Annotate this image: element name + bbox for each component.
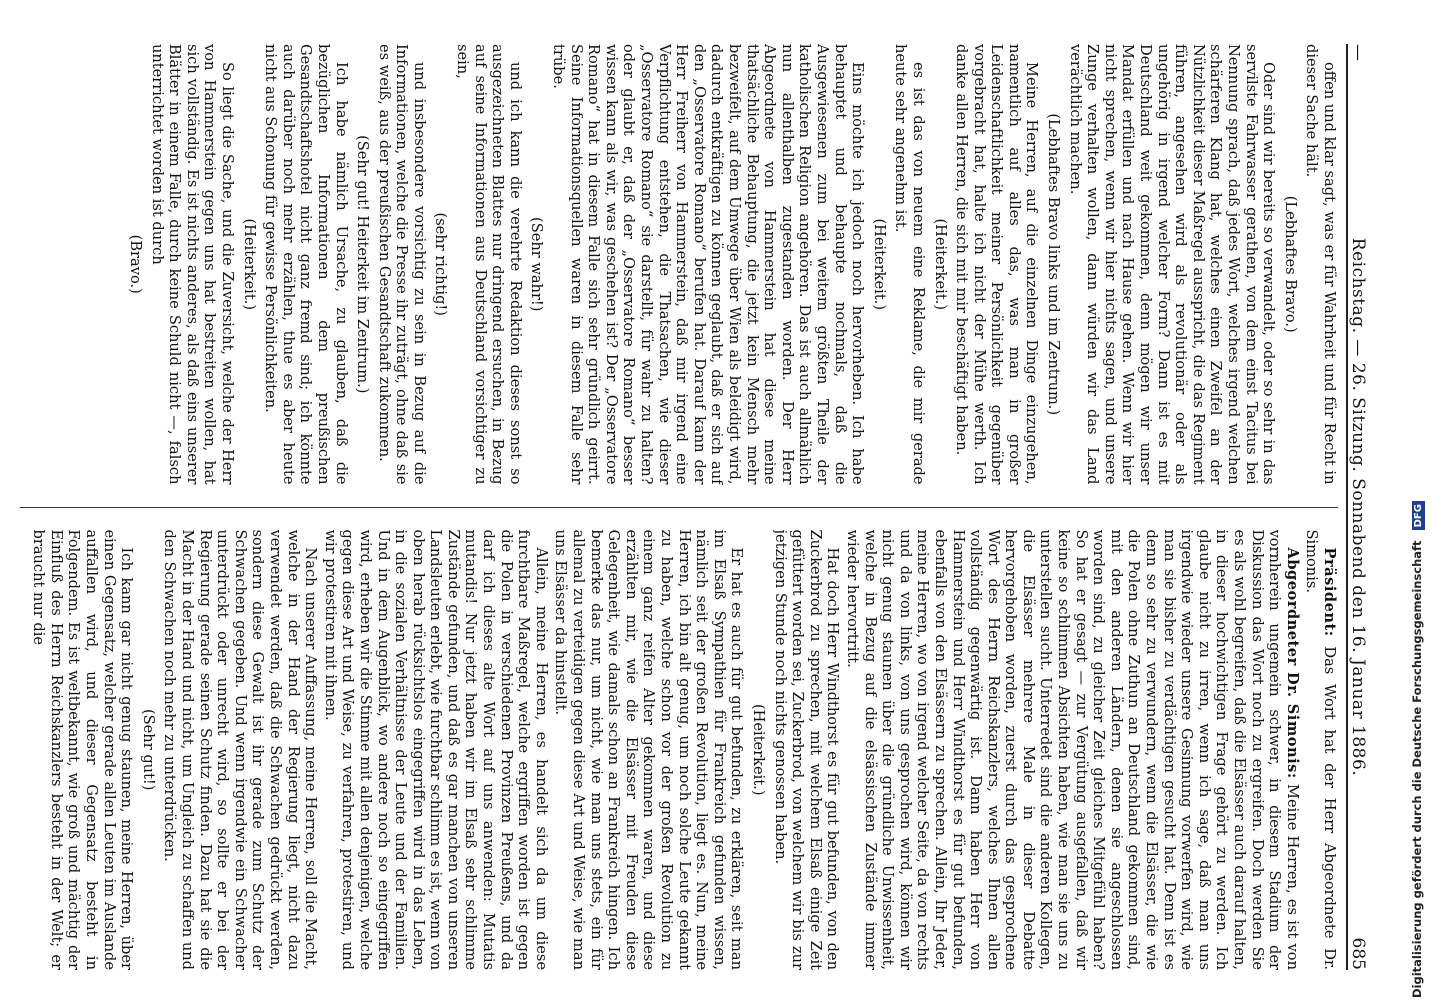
interjection: (Bravo.) — [127, 234, 144, 294]
paragraph: und insbesondere vorsichtig zu sein in Bezug auf die Informationen, welche die Presse ihr zuträgt, ohne daß sie es weiß, aus der preußischen Gesandtschaft zukommen. — [375, 44, 428, 485]
interjection: (Sehr gut! Heiterkeit im Zentrum.) — [354, 135, 372, 394]
speaker-name: Präsident: — [1321, 547, 1338, 637]
interjection: (Sehr wahr!) — [528, 217, 546, 312]
page-number: 685 — [1348, 937, 1368, 970]
paragraph: Meine Herren, auf die einzelnen Dinge einzugehen, namentlich auf alles das, was man in großer Leidenschaftlichkeit meiner Persönlichkeit gegenüber vorgebracht hat, halte ich nicht der Mühe werth. Ich danke allen Herren, die sich mit mir beschäftigt haben. — [953, 44, 1041, 485]
paragraph: So liegt die Sache, und die Zuversicht, welche der Herr von Hammerstein gegen uns hat bestreiten wollen, hat sich vollständig. Es ist nichts anderes, als daß eins unserer Blätter in einem Falle, durch keine Schuld nicht —, falsch unterrichtet worden ist durch — [148, 44, 236, 485]
paragraph: und ich kann die verehrte Redaktion dieses sonst so ausgezeichneten Blattes nur dringend ersuchen, in Bezug auf seine Informationen aus Deutschland vorsichtiger zu sein, — [454, 44, 524, 485]
page-header — [1346, 44, 1376, 970]
interjection: (Lebhaftes Bravo.) — [1281, 195, 1299, 333]
speech-paragraph — [843, 530, 1300, 971]
header-rule-mark: — — [1348, 44, 1368, 61]
paragraph: Hat doch Herr Windthorst es für gut befunden, von den Zuckerbrod zu sprechen, mit welchem Elsaß einige Zeit gefüttert worden sei, Zuckerbrod, von welchem wir bis zur jetzigen Stunde noch nichts genossen haben. — [771, 529, 842, 970]
paragraph: Oder sind wir bereits so verwandelt, oder so sehr in das servilste Fahrwasser gerathen, von dem einst Tacitus bei Nennung sprach, daß jedes Wort, welches irgend welchen schärferen Klang hat, welches einen Zweifel an der Nützlichkeit dieser Maßregel ausspricht, die das Regiment führen, angesehen wird als revolutionär oder als ungehörig in irgend welcher Form? Dann ist es mit Deutschland weit gekommen, denn mögen wir unser Mandat erfüllen und nach Hause gehen. Wenn wir hier nicht sprechen, wenn wir hier nichts sagen, und unsere Zunge verhalten wollen, dann würden wir das Land verächtlich machen. — [1066, 44, 1278, 485]
interjection: (Lebhaftes Bravo links und im Zentrum.) — [1045, 113, 1063, 416]
dfg-logo: DFG — [1412, 501, 1425, 530]
interjection: (sehr richtig!) — [432, 212, 450, 316]
paragraph: offen und klar sagt, was er für Wahrheit und für Recht in dieser Sache hält. — [1303, 44, 1338, 485]
text-columns — [20, 44, 1338, 970]
interjection: (Heiterkeit.) — [931, 218, 949, 311]
interjection: (Heiterkeit.) — [750, 703, 767, 796]
paragraph: Eins möchte ich jedoch noch hervorheben. Ich habe behauptet und behaupte nochmals, daß die Ausgewiesenen zum bei weitem größten Theile der katholischen Religion angehören. Das ist auch allmählich nun allenthalben zugestanden worden. Der Herr Abgeordnete von Hammerstein hat diese meine thatsächliche Behauptung, die jetzt kein Mensch mehr bezweifelt, auf dem Umwege über Wien als beleidigt wird, dadurch entkräftigen zu können geglaubt, daß er sich auf den „Osservatore Romano“ berufen hat. Darauf kann der Herr Freiherr von Hammerstein, daß mir irgend eine Verpflichtung entstehen, die Thatsachen, wie dieser „Osservatore Romano“ sie darstellt, für wahr zu halten? oder glaubt er, daß der „Osservatore Romano“ besser wissen kann als wir, was geschehen ist? Der „Osservatore Romano“ hat in diesem Falle sich sehr gründlich geirrt. Seine Informationsquellen waren in diesem Falle sehr trübe. — [550, 44, 867, 485]
paragraph: Er hat es auch für gut befunden, zu erklären, seit man im Elsaß Sympathien für Frankreich gefunden wissen, nämlich seit der großen Revolution, liegt es. Nun, meine Herren, ich bin alt genug, um noch solche Leute gekannt zu haben, welche schon vor der großen Revolution zu einem ganz reifen Alter gekommen waren, und diese erzählten mir, wie die Elsässer mit Freuden diese Gelegenheit, wie damals schon an Frankreich hingen. Ich bemerke das nur, um nicht, wie man uns stets, ein für allemal zu verteidigen gegen diese Art und Weise, wie man uns Elsässer da hinstellt. — [552, 529, 746, 970]
speaker-name: Abgeordneter Dr. Simonis: — [1283, 547, 1301, 779]
interjection: (Sehr gut!) — [139, 708, 157, 791]
paragraph: Ich habe nämlich Ursache, zu glauben, daß die bezüglichen Informationen dem preußischen Gesandtschaftshotel nicht ganz fremd sind; ich könnte auch darüber noch mehr erzählen, thue es aber heute nicht aus Schonung für gewisse Persönlichkeiten. — [262, 44, 350, 485]
paragraph: es ist das von neuem eine Reklame, die mir gerade heute sehr angenehm ist. — [892, 44, 927, 485]
interjection: (Heiterkeit.) — [240, 218, 258, 311]
header-title: Reichstag. — 26. Sitzung. Sonnabend den 16. Januar 1886. — [1348, 237, 1368, 777]
paragraph: Ich kann gar nicht genug staunen, meine Herren, über einen Gegensatz, welcher gerade allen Leuten im Auslande auffallen wird, und dieser Gegensatz besteht in Folgendem. Es ist weltbekannt, wie groß und mächtig der Einfluß des Herrn Reichskanzlers besteht in der Welt; er braucht nur die — [30, 529, 136, 970]
speech-text: Das Wort hat der Herr Abgeordnete Dr. Simonis. — [1303, 529, 1338, 970]
column-divider — [20, 507, 1338, 508]
left-column — [20, 44, 1338, 485]
interjection: (Heiterkeit.) — [870, 218, 888, 311]
paragraph: Allein, meine Herren, es handelt sich da um diese furchtbare Maßregel, welche ergriffen worden ist gegen die Polen in verschiedenen Provinzen Preußens, und da darf ich dieses alte Wort auf uns anwenden: Mutatis mutandis! Nur jetzt haben wir im Elsaß sehr schlimme Zustände gefunden, und daß es gar manchen von unseren Landsleuten erlebt, wie furchtbar schlimm es ist, wenn von oben herab rücksichtslos eingegriffen wird in das Leben, in die sozialen Verhältnisse der Leute und der Familien. Und in dem Augenblick, wo andere noch so eingegriffen wird, erheben wir die Stimme mit allen denjenigen, welche gegen diese Art und Weise, zu verfahren, protestiren, und wir protestiren mit ihnen. — [321, 529, 550, 970]
paragraph: Nach unserer Auffassung, meine Herren, soll die Macht, welche in der Hand der Regierung liegt, nicht dazu verwendet werden, daß die Schwachen gedrückt werden, sondern diese Gewalt ist ihr gerade zum Schutz der Schwachen gegeben. Und wenn irgendwie ein Schwacher unterdrückt oder unrecht wird, so sollte er bei der Regierung gerade seinen Schutz finden. Dazu hat sie die Macht in der Hand und nicht, um Ungleich zu schaffen und den Schwachen noch mehr zu unterdrücken. — [161, 529, 320, 970]
credit-text: Digitalisierung gefördert durch die Deutsche Forschungsgemeinschaft — [1410, 540, 1424, 998]
digitization-credit — [1410, 501, 1425, 998]
speech-text: Meine Herren, es ist von vornherein ungemein schwer, in diesem Stadium der Diskussion das Wort noch zu ergreifen. Doch werden Sie es als wohl begreifen, daß die Elsässer auch darauf halten, in dieser hochwichtigen Frage gehört zu werden. Ich glaube nicht zu irren, wenn ich sage, daß man uns irgendwie wieder unsere Gesinnung vorwerfen wird, wie man sie bisher zu verdächtigen gesucht hat. Denn ist es denn so sehr zu verwundern, wenn die Elsässer, die wie die Polen ohne Zuthun an Deutschland gekommen sind, mit den anderen Ländern, denen sie angeschlossen worden sind, zu gleicher Zeit gleiches Mitgefühl haben? So hat er gesagt — zur Vergütung ausgefallen, daß wir keine so schlimmen Absichten haben, wie man sie uns zu unterstellen sucht. Unterredet sind die anderen Kollegen, die Elsässer mehrere Male in dieser Debatte hervorgehoben worden, zuerst durch das gesprochene Wort des Herrn Reichskanzlers, welches Ihnen allen vollständig gegenwärtig ist. Dann haben Herr von Hammerstein und Herr Windthorst es für gut befunden, ebenfalls von den Elsässern zu sprechen. Allein, Ihr Jeder, meine Herren, wo von irgend welcher Seite, da von rechts und da von links, von uns gesprochen wird, können wir nicht genug staunen über die gründliche Unwissenheit, welche in Bezug auf die elsässischen Zustände immer wieder hervortritt. — [843, 529, 1301, 970]
speech-paragraph — [1303, 530, 1338, 971]
right-column — [20, 530, 1338, 971]
